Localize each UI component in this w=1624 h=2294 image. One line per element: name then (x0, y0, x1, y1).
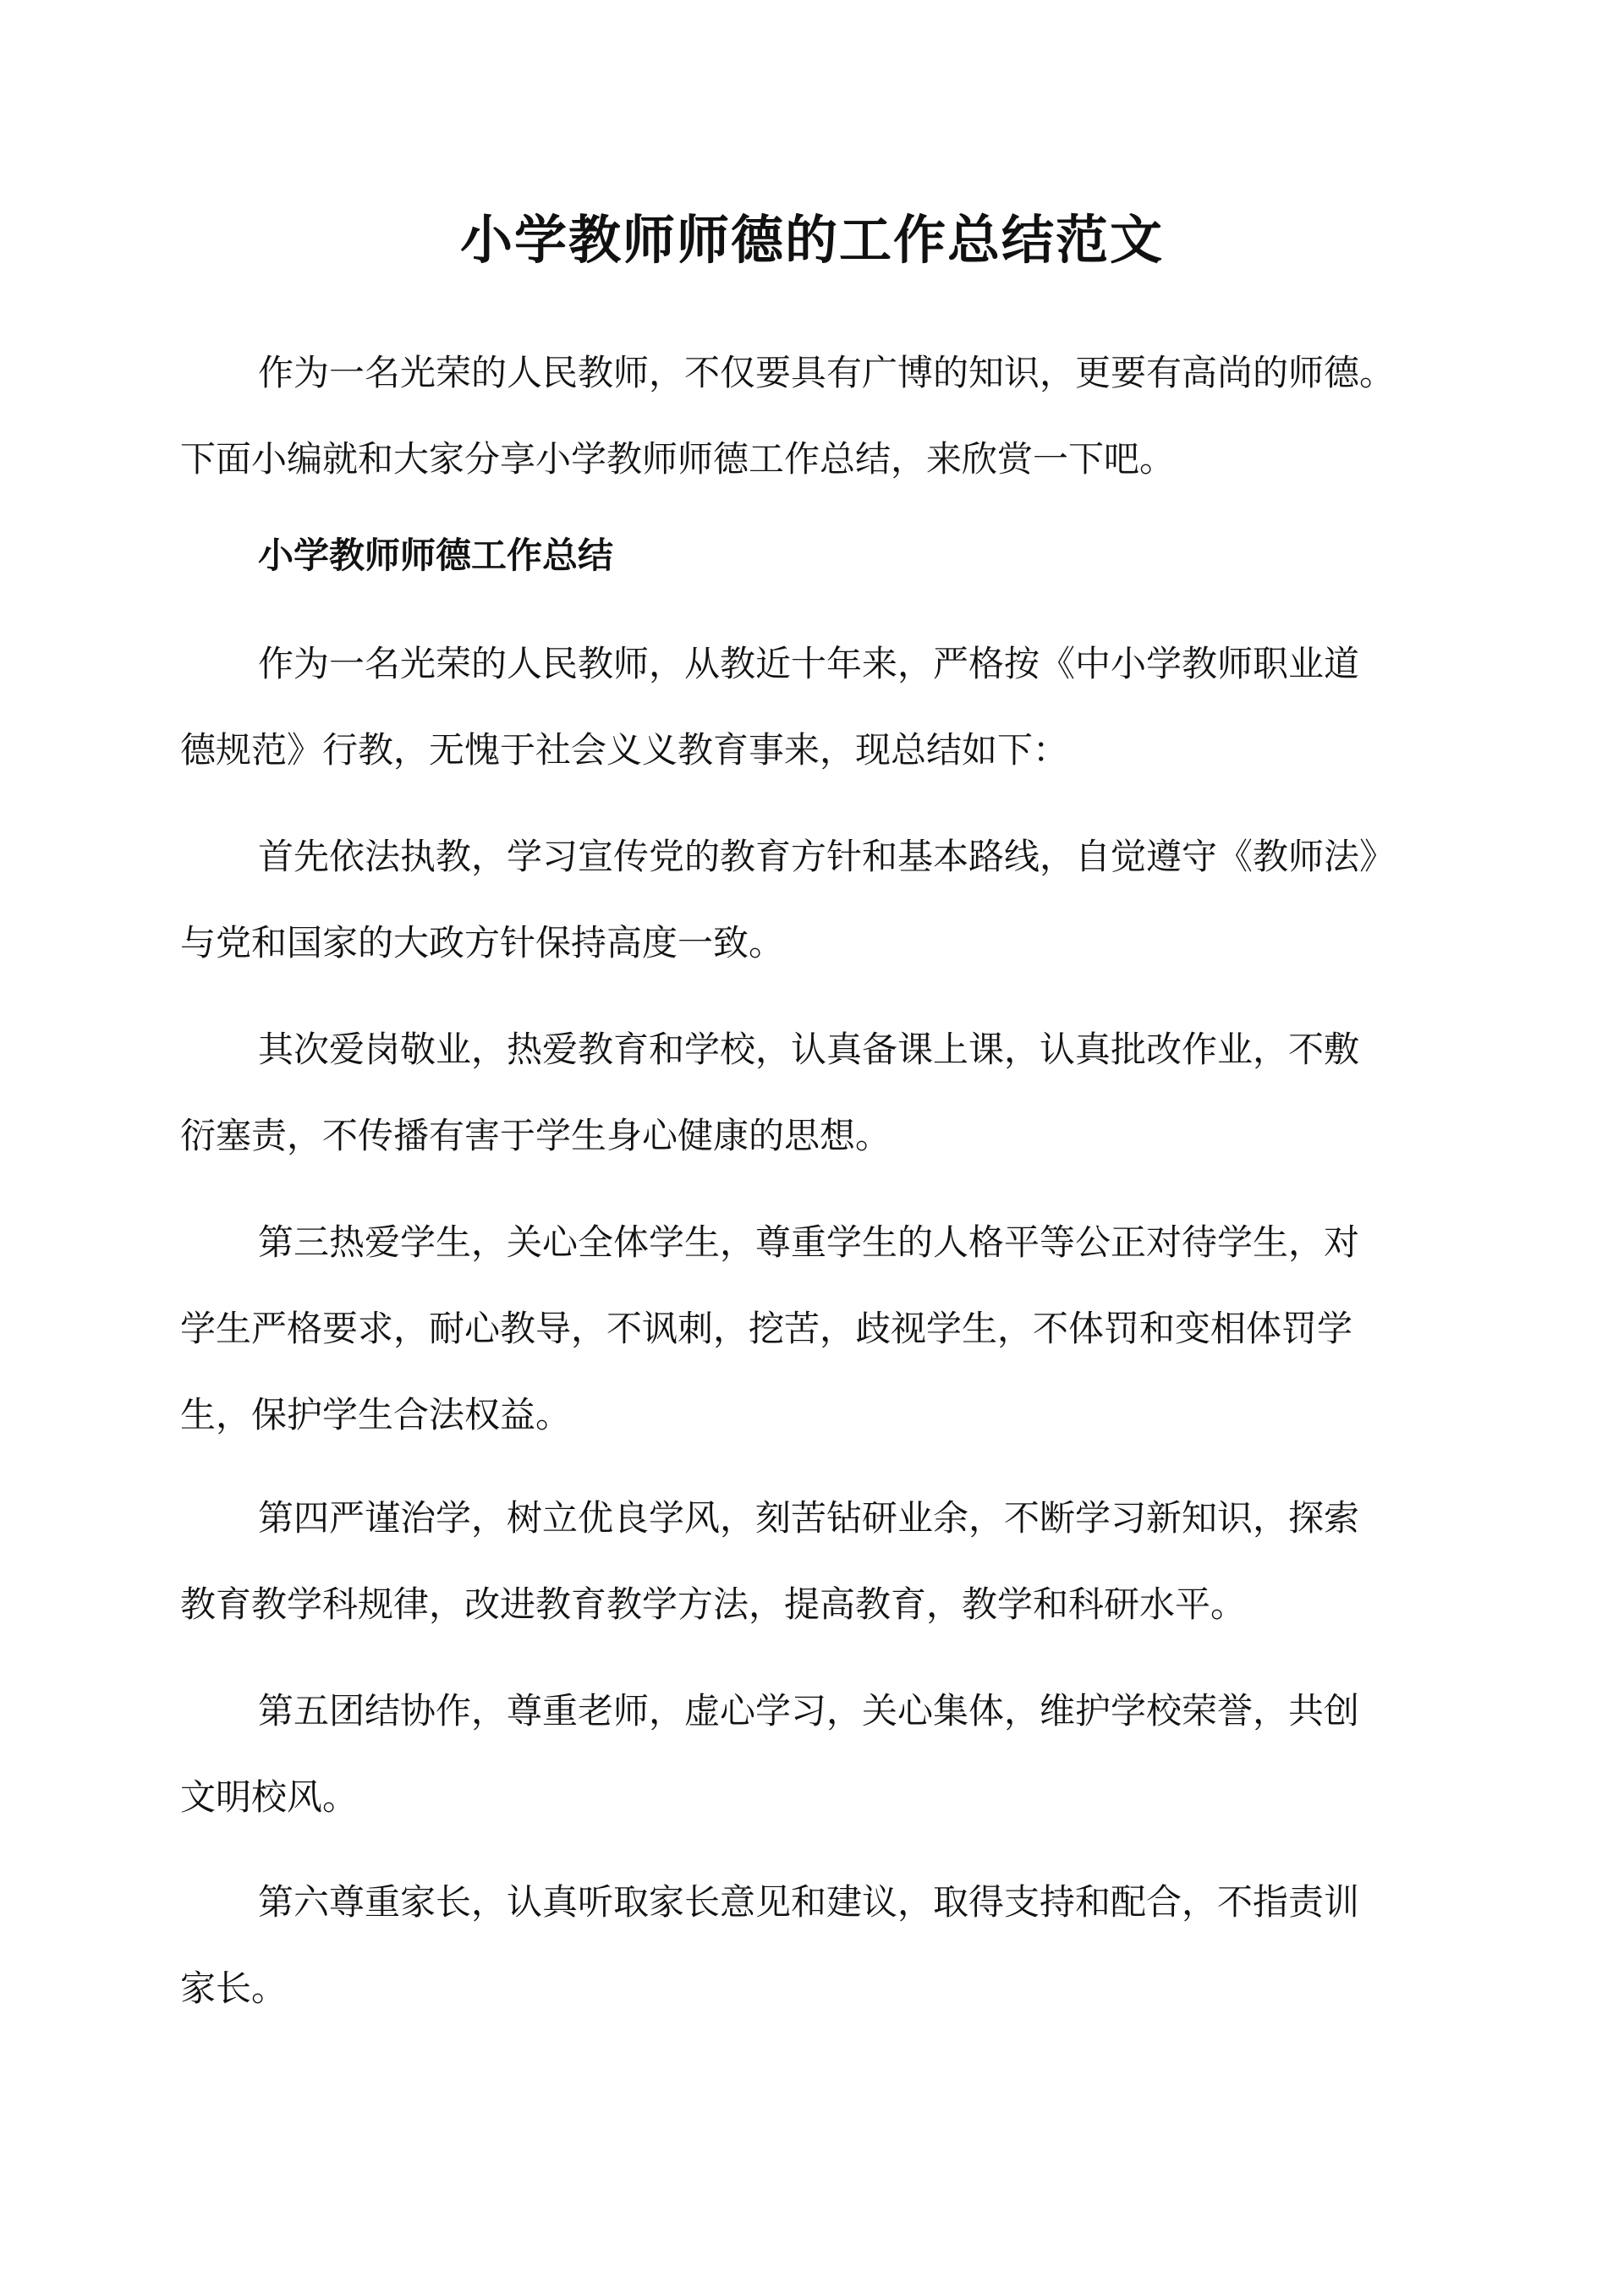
paragraph-line: 首先依法执教，学习宣传党的教育方针和基本路线，自觉遵守《教师法》 (258, 836, 1396, 877)
paragraph-line: 第六尊重家长，认真听取家长意见和建议，取得支持和配合，不指责训 (258, 1881, 1360, 1923)
paragraph-line: 与党和国家的大政方针保持高度一致。 (180, 922, 785, 963)
paragraph-line: 衍塞责，不传播有害于学生身心健康的思想。 (180, 1115, 892, 1156)
paragraph-line: 家长。 (180, 1967, 288, 2009)
sixth-point-paragraph (180, 1859, 1483, 2032)
paragraph-line: 作为一名光荣的人民教师，不仅要具有广博的知识，更要有高尚的师德。 (258, 352, 1396, 393)
paragraph-line: 生，保护学生合法权益。 (180, 1394, 572, 1435)
first-point-paragraph (180, 814, 1483, 986)
paragraph-line: 作为一名光荣的人民教师，从教近十年来，严格按《中小学教师职业道 (258, 643, 1360, 684)
paragraph-line: 其次爱岗敬业，热爱教育和学校，认真备课上课，认真批改作业，不敷 (258, 1029, 1360, 1070)
paragraph-line: 下面小编就和大家分享小学教师师德工作总结，来欣赏一下吧。 (180, 438, 1176, 480)
paragraph-line: 第五团结协作，尊重老师，虚心学习，关心集体，维护学校荣誉，共创 (258, 1690, 1360, 1731)
section-heading (180, 513, 1483, 599)
fourth-point-paragraph (180, 1475, 1483, 1648)
fifth-point-paragraph (180, 1668, 1483, 1841)
paragraph-line: 学生严格要求，耐心教导，不讽刺，挖苦，歧视学生，不体罚和变相体罚学 (180, 1308, 1353, 1349)
paragraph-line: 第四严谨治学，树立优良学风，刻苦钻研业余，不断学习新知识，探索 (258, 1497, 1360, 1539)
summary-paragraph (180, 621, 1483, 793)
paragraph-line: 教育教学科规律，改进教育教学方法，提高教育，教学和科研水平。 (180, 1583, 1247, 1625)
paragraph-line: 第三热爱学生，关心全体学生，尊重学生的人格平等公正对待学生，对 (258, 1221, 1360, 1263)
section-heading-text: 小学教师师德工作总结 (258, 535, 614, 576)
paragraph-line: 德规范》行教，无愧于社会义义教育事来，现总结如下： (180, 729, 1069, 771)
second-point-paragraph (180, 1007, 1483, 1179)
intro-paragraph (180, 330, 1483, 502)
document-title: 小学教师师德的工作总结范文 (459, 209, 1164, 271)
paragraph-line: 文明校风。 (180, 1776, 359, 1818)
third-point-paragraph (180, 1199, 1483, 1458)
